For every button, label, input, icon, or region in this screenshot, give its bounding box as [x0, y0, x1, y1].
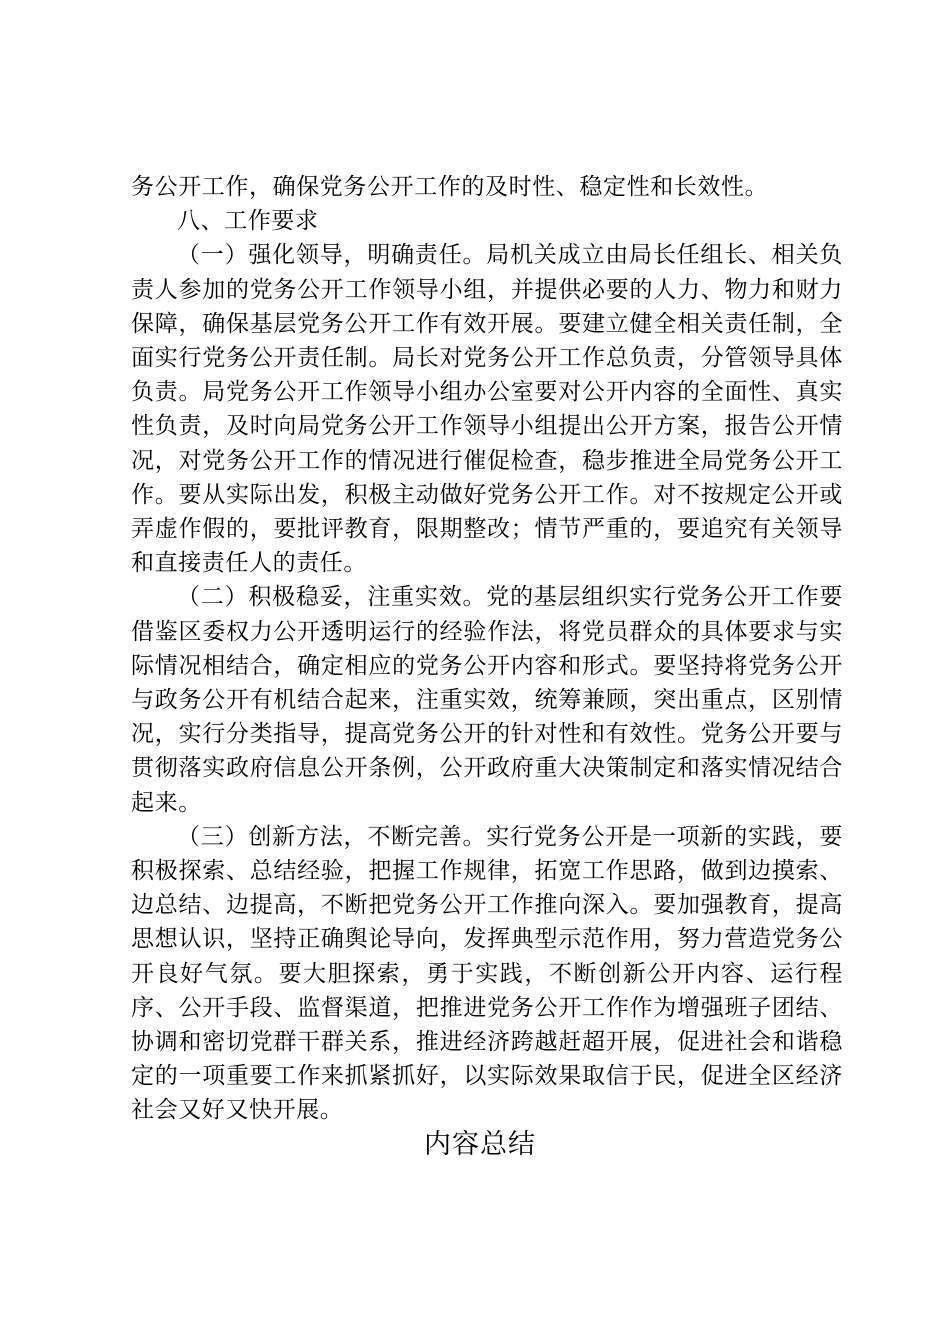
section-heading-work-requirements: 八、工作要求: [177, 208, 319, 235]
paragraph-innovate-methods: （三）创新方法，不断完善。实行党务公开是一项新的实践，要积极探索、总结经验，把握工作规律，拓宽工作思路，做到边摸索、边总结、边提高，不断把党务公开工作推向深入。要加强教育，提高思想认识，坚持正确舆论导向，发挥典型示范作用，努力营造党务公开良好气氛。要大胆探索，勇于实践，不断创新公开内容、运行程序、公开手段、监督渠道，把推进党务公开工作作为增强班子团结、协调和密切党群干群关系，推进经济跨越赶超开展，促进社会和谐稳定的一项重要工作来抓紧抓好，以实际效果取信于民，促进全区经济社会又好又快开展。: [131, 823, 843, 1124]
paragraph-strengthen-leadership: （一）强化领导，明确责任。局机关成立由局长任组长、相关负责人参加的党务公开工作领导小组，并提供必要的人力、物力和财力保障，确保基层党务公开工作有效开展。要建立健全相关责任制，全面实行党务公开责任制。局长对党务公开工作总负责，分管领导具体负责。局党务公开工作领导小组办公室要对公开内容的全面性、真实性负责，及时向局党务公开工作领导小组提出公开方案，报告公开情况，对党务公开工作的情况进行催促检查，稳步推进全局党务公开工作。要从实际出发，积极主动做好党务公开工作。对不按规定公开或弄虚作假的，要批评教育，限期整改；情节严重的，要追究有关领导和直接责任人的责任。: [131, 242, 843, 577]
paragraph-steady-effective: （二）积极稳妥，注重实效。党的基层组织实行党务公开工作要借鉴区委权力公开透明运行的经验作法，将党员群众的具体要求与实际情况相结合，确定相应的党务公开内容和形式。要坚持将党务公开与政务公开有机结合起来，注重实效，统筹兼顾，突出重点，区别情况，实行分类指导，提高党务公开的针对性和有效性。党务公开要与贯彻落实政府信息公开条例，公开政府重大决策制定和落实情况结合起来。: [131, 584, 843, 816]
document-body: [131, 170, 843, 1128]
paragraph-continuation: 务公开工作，确保党务公开工作的及时性、稳定性和长效性。: [131, 174, 769, 200]
summary-title: 内容总结: [424, 1129, 536, 1160]
